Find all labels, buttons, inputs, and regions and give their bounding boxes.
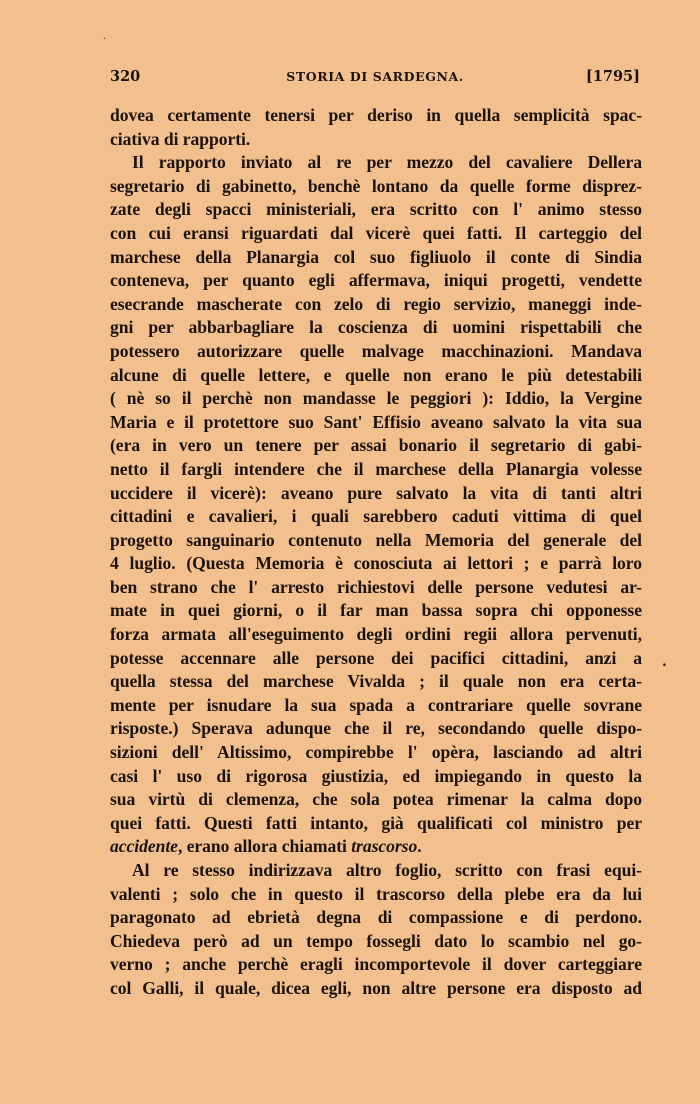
text-line: (era in vero un tenere per assai bonario il segretario di gabi- (110, 435, 642, 456)
text-line: casi l' uso di rigorosa giustizia, ed impiegando in questo la (110, 765, 642, 786)
text-line: Chiedeva però ad un tempo fossegli dato lo scambio nel go- (110, 930, 642, 951)
text-line: cittadini e cavalieri, i quali sarebbero caduti vittima di quel (110, 506, 642, 527)
text-line: con cui eransi riguardati dal vicerè quei fatti. Il carteggio del (110, 222, 642, 243)
text-line: segretario di gabinetto, benchè lontano da quelle forme disprez- (110, 175, 642, 196)
text-line: mente per isnudare la sua spada a contrariare quelle sovrane (110, 694, 642, 715)
text-line: sua virtù di clemenza, che sola potea rimenar la calma dopo (110, 789, 642, 810)
text-line: zate degli spacci ministeriali, era scritto con l' animo stesso (110, 199, 642, 220)
text-line: ben strano che l' arresto richiestovi delle persone vedutesi ar- (110, 576, 642, 597)
text-line: progetto sanguinario contenuto nella Memoria del generale del (110, 529, 642, 550)
margin-mark: · (103, 34, 107, 45)
running-title: STORIA DI SARDEGNA. (286, 69, 464, 84)
text-line: ( nè so il perchè non mandasse le peggiori ): Iddio, la Vergine (110, 388, 642, 409)
text-line: 4 luglio. (Questa Memoria è conosciuta ai lettori ; e parrà loro (110, 553, 642, 574)
text-line: risposte.) Sperava adunque che il re, secondando quelle dispo- (110, 718, 642, 739)
text-line: Il rapporto inviato al re per mezzo del cavaliere Dellera (132, 152, 642, 173)
text-line: esecrande mascherate con zelo di regio servizio, maneggi inde- (110, 293, 642, 314)
text-line: gni per abbarbagliare la coscienza di uomini rispettabili che (110, 317, 642, 338)
text-line: accidente, erano allora chiamati trascorso. (110, 836, 422, 857)
text-line: sizioni dell' Altissimo, compirebbe l' opèra, lasciando ad altri (110, 742, 642, 763)
page-number: 320 (110, 68, 141, 85)
year-marker: [1795] (585, 68, 640, 85)
text-line: potesse accennare alle persone dei pacifici cittadini, anzi a (110, 647, 642, 668)
text-line: netto il fargli intendere che il marchese della Planargia volesse (110, 458, 642, 479)
text-line: mate in quei giorni, o il far man bassa sopra chi opponesse (110, 600, 642, 621)
page-header (110, 68, 640, 92)
text-line: forza armata all'eseguimento degli ordini regii allora pervenuti, (110, 624, 642, 645)
italic-term: accidente (110, 836, 178, 857)
text-line: verno ; anche perchè eragli incomportevole il dover carteggiare (110, 954, 642, 975)
text-line: Maria e il protettore suo Sant' Effisio aveano salvato la vita sua (110, 411, 642, 432)
text-line: conteneva, per quanto egli affermava, iniqui progetti, vendette (110, 270, 642, 291)
text-line: uccidere il vicerè): aveano pure salvato la vita di tanti altri (110, 482, 642, 503)
text-line: marchese della Planargia col suo figliuolo il conte di Sindia (110, 246, 642, 267)
text-line: paragonato ad ebrietà degna di compassione e di perdono. (110, 907, 642, 928)
text-line: valenti ; solo che in questo il trascorso della plebe era da lui (110, 883, 642, 904)
text-line: quella stessa del marchese Vivalda ; il quale non era certa- (110, 671, 642, 692)
text-line: potessero autorizzare quelle malvage macchinazioni. Mandava (110, 340, 642, 361)
italic-term: trascorso (351, 836, 418, 857)
margin-mark: . (662, 654, 667, 670)
text-line: quei fatti. Questi fatti intanto, già qualificati col ministro per (110, 812, 642, 833)
text-line: Al re stesso indirizzava altro foglio, scritto con frasi equi- (132, 860, 642, 880)
text-line: alcune di quelle lettere, e quelle non erano le più detestabili (110, 364, 642, 385)
text-line: ciativa di rapporti. (110, 128, 251, 149)
text-line: col Galli, il quale, dicea egli, non altre persone era disposto ad (110, 977, 642, 998)
text-line: dovea certamente tenersi per deriso in quella semplicità spac- (110, 105, 642, 125)
body-text (110, 104, 642, 1001)
